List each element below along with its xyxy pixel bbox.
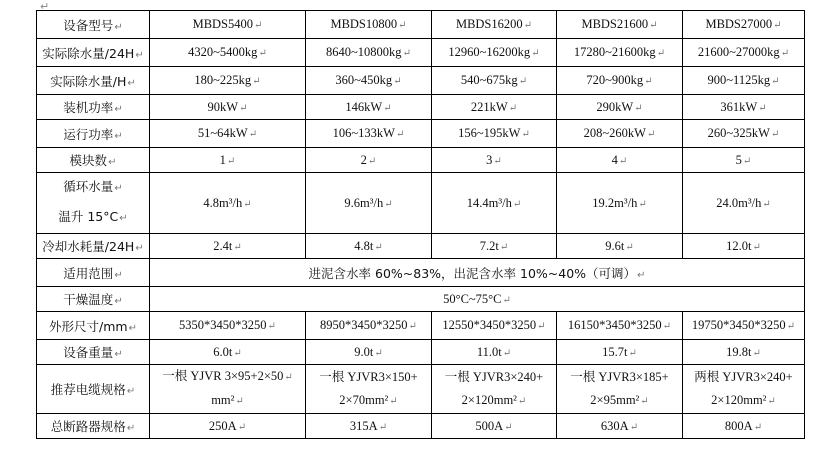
table-cell: 两根 YJVR3×240+ 2×120mm²↵ — [683, 365, 805, 414]
table-cell: 90kW↵ — [150, 95, 306, 120]
table-cell: 16150*3450*3250↵ — [557, 312, 683, 340]
column-header: MBDS27000↵ — [683, 11, 805, 39]
table-row-modules — [37, 148, 805, 173]
column-header: MBDS10800↵ — [306, 11, 432, 39]
table-cell: 900~1125kg↵ — [683, 67, 805, 95]
row-label: 总断路器规格↵ — [37, 414, 150, 439]
table-row-weight — [37, 340, 805, 365]
row-label: 冷却水耗量/24H↵ — [37, 234, 150, 259]
table-row-model — [37, 11, 805, 39]
merged-cell: 50°C~75°C↵ — [150, 287, 805, 312]
table-cell: 4.8t↵ — [306, 234, 432, 259]
table-row-circulating-water — [37, 173, 805, 234]
table-cell: 一根 YJVR 3×95+2×50↵ mm²↵ — [150, 365, 306, 414]
table-cell: 一根 YJVR3×150+ 2×70mm²↵ — [306, 365, 432, 414]
table-cell: 9.0t↵ — [306, 340, 432, 365]
table-cell: 19.2m³/h↵ — [557, 173, 683, 234]
table-cell: 1↵ — [150, 148, 306, 173]
row-label: 运行功率↵ — [37, 120, 150, 148]
table-cell: 361kW↵ — [683, 95, 805, 120]
table-cell: 12550*3450*3250↵ — [432, 312, 557, 340]
table-cell: 9.6t↵ — [557, 234, 683, 259]
table-cell: 500A↵ — [432, 414, 557, 439]
table-cell: 180~225kg↵ — [150, 67, 306, 95]
row-label: 模块数↵ — [37, 148, 150, 173]
table-cell: 5↵ — [683, 148, 805, 173]
row-label: 循环水量↵ 温升 15°C↵ — [37, 173, 150, 234]
table-cell: 17280~21600kg↵ — [557, 39, 683, 67]
table-cell: 146kW↵ — [306, 95, 432, 120]
table-cell: 4↵ — [557, 148, 683, 173]
column-header: MBDS16200↵ — [432, 11, 557, 39]
table-cell: 221kW↵ — [432, 95, 557, 120]
table-cell: 290kW↵ — [557, 95, 683, 120]
table-cell: 8640~10800kg↵ — [306, 39, 432, 67]
table-row-dewater-24h — [37, 39, 805, 67]
table-cell: 15.7t↵ — [557, 340, 683, 365]
table-cell: 一根 YJVR3×185+ 2×95mm²↵ — [557, 365, 683, 414]
table-row-drying-temp — [37, 287, 805, 312]
table-cell: 360~450kg↵ — [306, 67, 432, 95]
table-cell: 9.6m³/h↵ — [306, 173, 432, 234]
table-cell: 630A↵ — [557, 414, 683, 439]
table-row-scope — [37, 259, 805, 287]
table-cell: 14.4m³/h↵ — [432, 173, 557, 234]
table-cell: 6.0t↵ — [150, 340, 306, 365]
table-cell: 12.0t↵ — [683, 234, 805, 259]
table-row-cooling-water — [37, 234, 805, 259]
column-header: MBDS21600↵ — [557, 11, 683, 39]
table-cell: 250A↵ — [150, 414, 306, 439]
table-cell: 4.8m³/h↵ — [150, 173, 306, 234]
table-cell: 2↵ — [306, 148, 432, 173]
table-cell: 12960~16200kg↵ — [432, 39, 557, 67]
table-cell: 540~675kg↵ — [432, 67, 557, 95]
table-cell: 4320~5400kg↵ — [150, 39, 306, 67]
row-label: 实际除水量/H↵ — [37, 67, 150, 95]
table-cell: 156~195kW↵ — [432, 120, 557, 148]
table-cell: 11.0t↵ — [432, 340, 557, 365]
table-cell: 51~64kW↵ — [150, 120, 306, 148]
table-cell: 3↵ — [432, 148, 557, 173]
row-label: 设备型号↵ — [37, 11, 150, 39]
spec-table — [36, 10, 805, 439]
table-cell: 21600~27000kg↵ — [683, 39, 805, 67]
table-row-dimensions — [37, 312, 805, 340]
table-cell: 106~133kW↵ — [306, 120, 432, 148]
table-cell: 315A↵ — [306, 414, 432, 439]
table-row-cable — [37, 365, 805, 414]
table-cell: 7.2t↵ — [432, 234, 557, 259]
table-row-breaker — [37, 414, 805, 439]
row-label: 装机功率↵ — [37, 95, 150, 120]
table-cell: 19750*3450*3250↵ — [683, 312, 805, 340]
table-cell: 720~900kg↵ — [557, 67, 683, 95]
table-cell: 2.4t↵ — [150, 234, 306, 259]
merged-cell: 进泥含水率 60%~83%，出泥含水率 10%~40%（可调）↵ — [150, 259, 805, 287]
table-cell: 一根 YJVR3×240+ 2×120mm²↵ — [432, 365, 557, 414]
table-cell: 800A↵ — [683, 414, 805, 439]
table-cell: 19.8t↵ — [683, 340, 805, 365]
column-header: MBDS5400↵ — [150, 11, 306, 39]
row-label: 外形尺寸/mm↵ — [37, 312, 150, 340]
row-label: 推荐电缆规格↵ — [37, 365, 150, 414]
row-label: 适用范围↵ — [37, 259, 150, 287]
row-label: 实际除水量/24H↵ — [37, 39, 150, 67]
table-cell: 5350*3450*3250↵ — [150, 312, 306, 340]
table-row-running-power — [37, 120, 805, 148]
table-cell: 24.0m³/h↵ — [683, 173, 805, 234]
table-row-installed-power — [37, 95, 805, 120]
table-row-dewater-h — [37, 67, 805, 95]
paragraph-mark-icon: ↵ — [40, 0, 50, 13]
row-label: 设备重量↵ — [37, 340, 150, 365]
table-cell: 260~325kW↵ — [683, 120, 805, 148]
table-cell: 208~260kW↵ — [557, 120, 683, 148]
table-cell: 8950*3450*3250↵ — [306, 312, 432, 340]
row-label: 干燥温度↵ — [37, 287, 150, 312]
